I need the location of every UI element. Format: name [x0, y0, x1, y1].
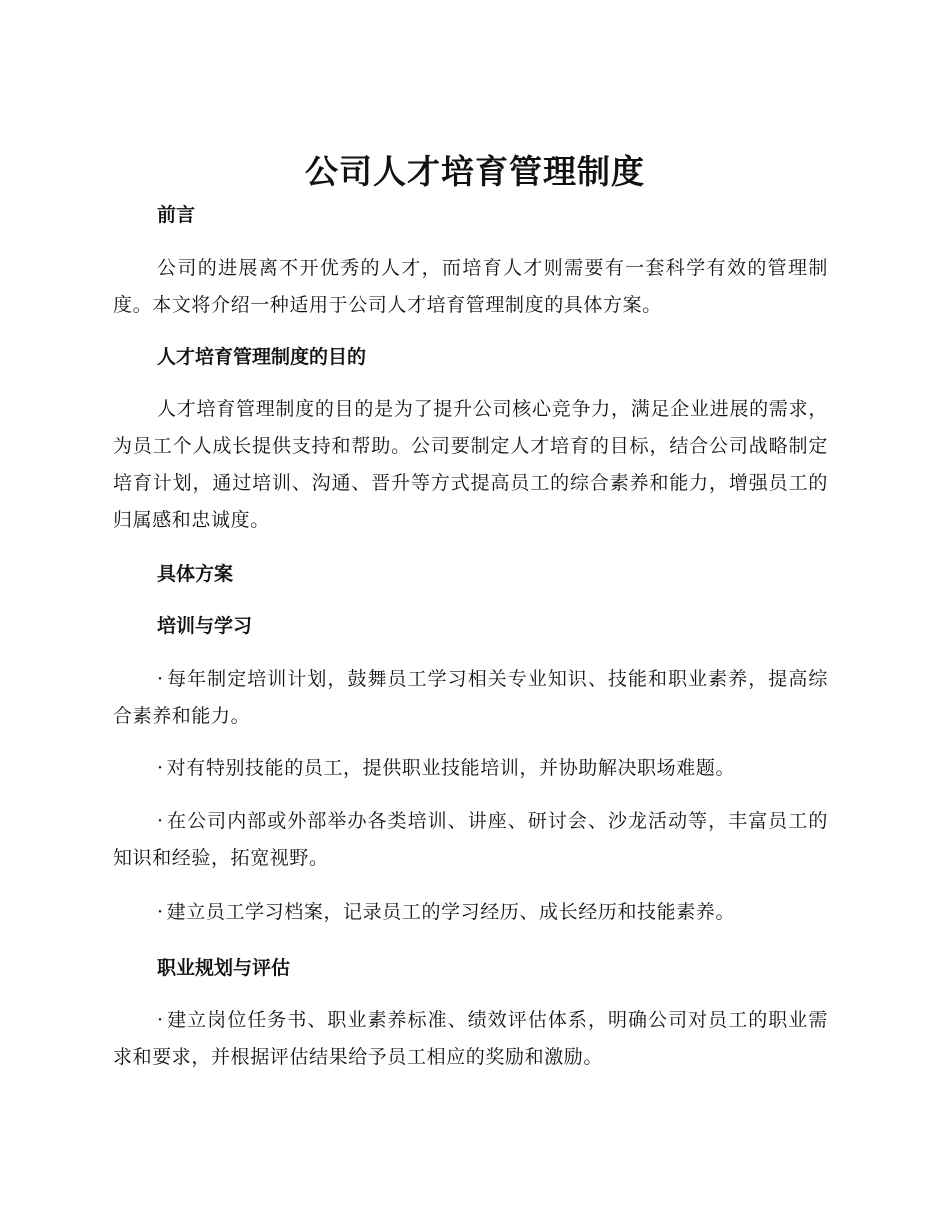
- paragraph-preface: 公司的进展离不开优秀的人才，而培育人才则需要有一套科学有效的管理制度。本文将介绍一种适用于公司人才培育管理制度的具体方案。: [113, 257, 828, 316]
- training-bullet-text: 对有特别技能的员工，提供职业技能培训，并协助解决职场难题。: [166, 757, 736, 779]
- training-bullet: [113, 803, 828, 877]
- training-bullet-text: 建立员工学习档案，记录员工的学习经历、成长经历和技能素养。: [166, 901, 736, 923]
- section-heading-preface: 前言: [157, 204, 196, 226]
- training-bullet: [113, 661, 828, 735]
- section-heading-plan: 具体方案: [157, 563, 234, 585]
- section-heading-training: 培训与学习: [157, 615, 253, 637]
- career-bullet-text: 建立岗位任务书、职业素养标准、绩效评估体系，明确公司对员工的职业需求和要求，并根据评估结果给予员工相应的奖励和激励。: [113, 1009, 828, 1068]
- training-bullet-text: 在公司内部或外部举办各类培训、讲座、研讨会、沙龙活动等，丰富员工的知识和经验，拓宽视野。: [113, 810, 828, 869]
- paragraph-purpose: 人才培育管理制度的目的是为了提升公司核心竞争力，满足企业进展的需求，为员工个人成长提供支持和帮助。公司要制定人才培育的目标，结合公司战略制定培育计划，通过培训、沟通、晋升等方式提高员工的综合素养和能力，增强员工的归属感和忠诚度。: [113, 398, 828, 531]
- bullet-marker: ·: [157, 810, 164, 832]
- training-bullet: [113, 750, 828, 787]
- training-bullet: [113, 894, 828, 931]
- bullet-marker: ·: [157, 757, 164, 779]
- section-heading-career: 职业规划与评估: [157, 957, 291, 979]
- training-bullet-text: 每年制定培训计划，鼓舞员工学习相关专业知识、技能和职业素养，提高综合素养和能力。: [113, 668, 828, 727]
- career-bullet: [113, 1002, 828, 1076]
- bullet-marker: ·: [157, 901, 164, 923]
- bullet-marker: ·: [157, 1009, 164, 1031]
- document-title: 公司人才培育管理制度: [305, 152, 645, 191]
- bullet-marker: ·: [157, 668, 164, 690]
- section-heading-purpose: 人才培育管理制度的目的: [157, 346, 367, 368]
